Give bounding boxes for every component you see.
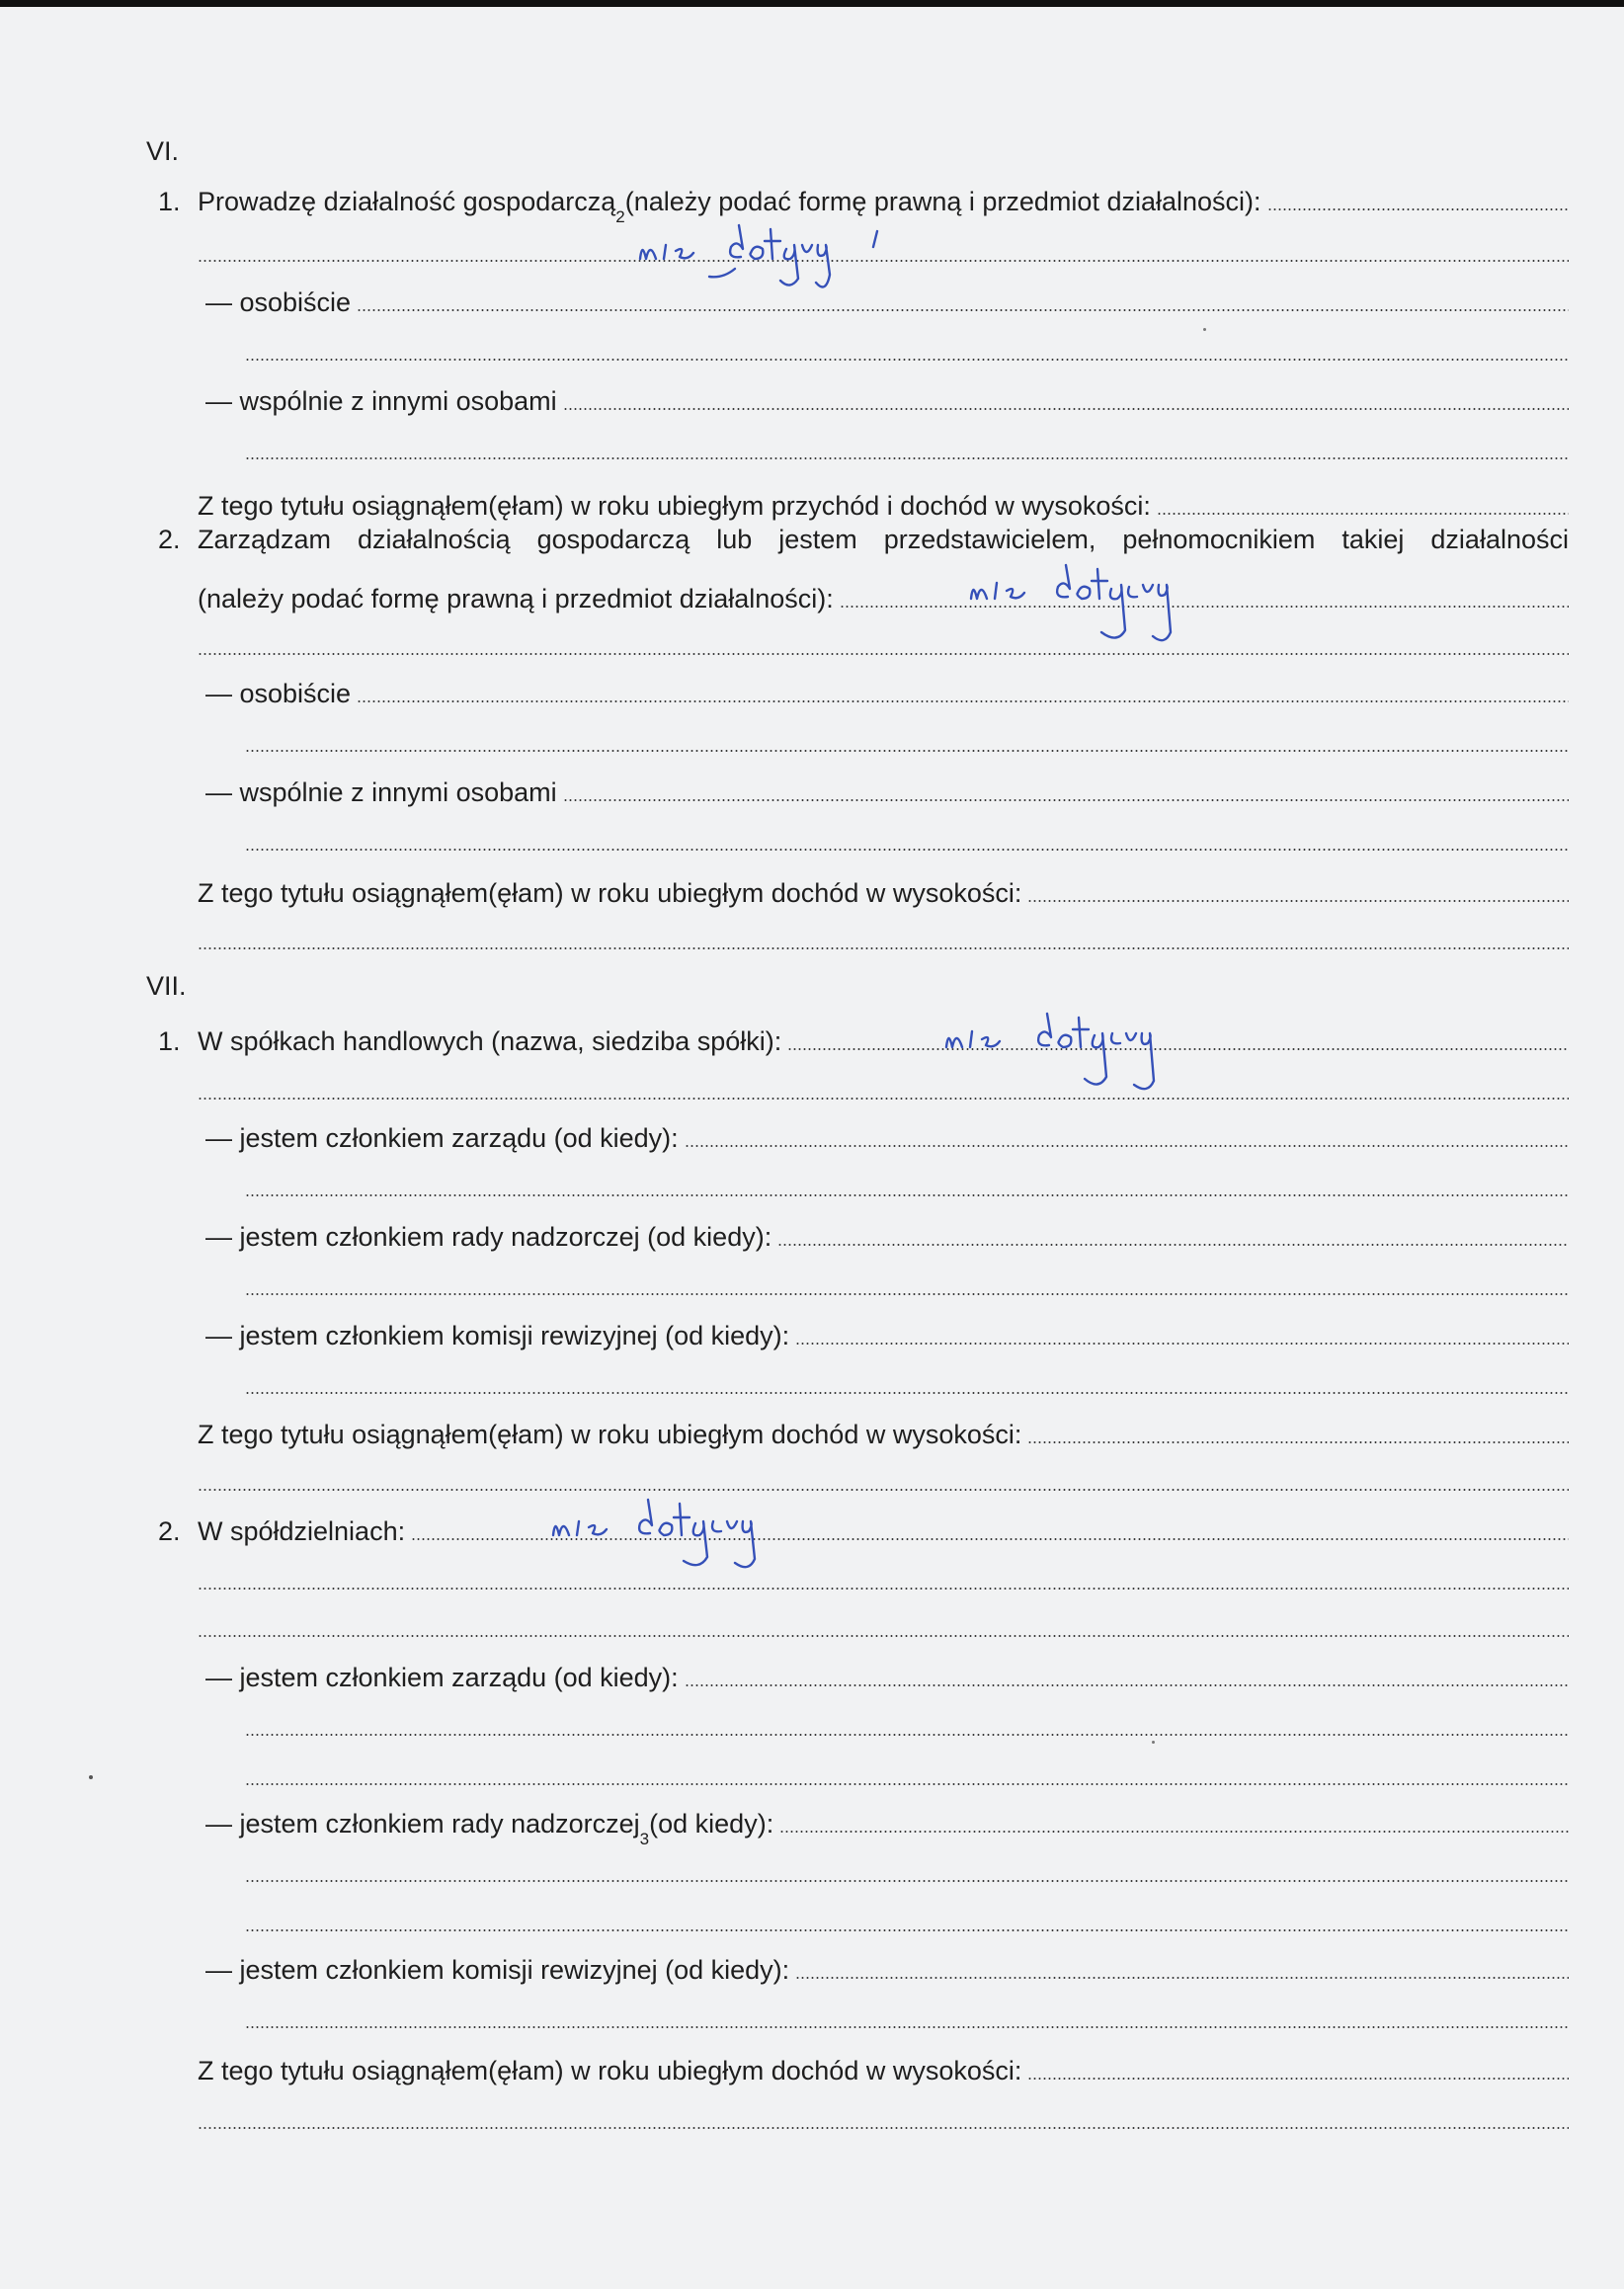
sec6-item2-joint-row — [205, 769, 1569, 808]
scan-speck — [89, 1775, 93, 1779]
sec6-item1-joint-continuation[interactable] — [245, 427, 1569, 466]
sec7-item2-income-label: Z tego tytułu osiągnąłem(ęłam) w roku ubiegłym dochód w wysokości: — [198, 2056, 1022, 2085]
sec6-item2-label-line1: Zarządzam działalnością gospodarczą lub jestem przedstawicielem, pełnomocnikiem takiej działalności — [198, 525, 1569, 554]
sec7-item2-board-continuation-1[interactable] — [245, 1703, 1569, 1743]
sec6-item2-joint-label: — wspólnie z innymi osobami — [205, 777, 557, 807]
sec6-item2-number: 2. — [158, 525, 181, 554]
sec6-item1-number: 1. — [158, 187, 181, 216]
sec7-item1-audit-row — [205, 1312, 1569, 1351]
sec7-item2-board-fill[interactable] — [685, 1684, 1569, 1686]
sec7-item2-income-row — [198, 2047, 1569, 2086]
sec7-item2-income-continuation[interactable] — [198, 2096, 1569, 2136]
sec7-item1-board-label: — jestem członkiem zarządu (od kiedy): — [205, 1123, 679, 1153]
sec6-item2-row1 — [158, 524, 1569, 563]
sec6-item1-row: 1. Prowadzę działalność gospodarczą 2 (należy podać formę prawną i przedmiot działalności): — [158, 178, 1569, 217]
sec6-item1-joint-fill[interactable] — [563, 408, 1569, 410]
sec7-item2-supervisory-row: — jestem członkiem rady nadzorczej 3 (od kiedy): — [205, 1800, 1569, 1839]
section-vii-title: VII. — [146, 971, 187, 1001]
sec6-item1-income-label: Z tego tytułu osiągnąłem(ęłam) w roku ubiegłym przychód i dochód w wysokości: — [198, 491, 1151, 521]
sec7-item1-board-row — [205, 1114, 1569, 1154]
sec6-item2-income-continuation[interactable] — [198, 917, 1569, 956]
sec6-item1-personal-label: — osobiście — [205, 287, 352, 317]
sec7-item2-audit-fill[interactable] — [795, 1977, 1569, 1979]
sec6-item1-label: Prowadzę działalność gospodarczą — [198, 187, 616, 216]
sec7-item1-audit-fill[interactable] — [795, 1343, 1569, 1345]
sec7-item2-number: 2. — [158, 1516, 181, 1546]
sec7-item2-label: W spółdzielniach: — [198, 1516, 406, 1546]
scan-speck — [1152, 1741, 1155, 1744]
sec7-item1-row — [158, 1018, 1569, 1057]
sec7-item2-supervisory-label: — jestem członkiem rady nadzorczej — [205, 1809, 640, 1839]
sec7-item2-supervisory-fill[interactable] — [779, 1831, 1569, 1833]
sec7-item2-audit-row — [205, 1946, 1569, 1986]
sec6-item2-personal-fill[interactable] — [357, 700, 1569, 702]
sec7-item2-supervisory-continuation-2[interactable] — [245, 1899, 1569, 1938]
sec7-item2-continuation-line-2[interactable] — [198, 1604, 1569, 1644]
sec6-item2-row2 — [198, 575, 1569, 614]
sec7-item1-number: 1. — [158, 1026, 181, 1056]
sec7-item1-income-label: Z tego tytułu osiągnąłem(ęłam) w roku ubiegłym dochód w wysokości: — [198, 1420, 1022, 1449]
scan-speck — [1203, 328, 1206, 331]
sec6-item1-joint-row — [205, 377, 1569, 417]
sec6-item2-income-row — [198, 869, 1569, 909]
sec7-item1-supervisory-row — [205, 1213, 1569, 1253]
sec6-item2-joint-continuation[interactable] — [245, 818, 1569, 858]
section-vi-title: VI. — [146, 136, 180, 166]
sec7-item1-supervisory-fill[interactable] — [777, 1244, 1569, 1246]
sec7-item1-continuation-line[interactable] — [198, 1067, 1569, 1106]
sec7-item1-income-fill[interactable] — [1027, 1441, 1569, 1443]
sec7-item2-supervisory-label-rest: (od kiedy): — [649, 1809, 774, 1839]
sec7-item2-row — [158, 1508, 1569, 1547]
sec6-item2-personal-row — [205, 670, 1569, 709]
sec6-item2-personal-continuation[interactable] — [245, 719, 1569, 759]
sec7-item2-audit-label: — jestem członkiem komisji rewizyjnej (od kiedy): — [205, 1955, 790, 1985]
handwritten-nie-dotyczy-3 — [938, 1006, 1195, 1104]
sec6-item2-continuation-line[interactable] — [198, 622, 1569, 662]
sec7-item1-board-fill[interactable] — [685, 1145, 1569, 1147]
sec6-item1-fill-line[interactable] — [1267, 208, 1569, 210]
sec7-item2-continuation-line-1[interactable] — [198, 1557, 1569, 1596]
sec7-item1-board-continuation[interactable] — [245, 1164, 1569, 1203]
sec7-item1-income-continuation[interactable] — [198, 1458, 1569, 1498]
sec6-item1-income-row — [198, 482, 1569, 522]
sec7-item1-label: W spółkach handlowych (nazwa, siedziba spółki): — [198, 1026, 782, 1056]
sec6-item2-income-label: Z tego tytułu osiągnąłem(ęłam) w roku ubiegłym dochód w wysokości: — [198, 878, 1022, 908]
sec6-item1-label-rest: (należy podać formę prawną i przedmiot działalności): — [624, 187, 1261, 216]
sec7-item2-board-row — [205, 1654, 1569, 1693]
sec6-item2-joint-fill[interactable] — [563, 799, 1569, 801]
sec7-item1-audit-label: — jestem członkiem komisji rewizyjnej (od kiedy): — [205, 1321, 790, 1350]
handwritten-nie-dotyczy-4 — [545, 1494, 792, 1583]
sec6-item1-income-fill[interactable] — [1157, 513, 1569, 515]
sec6-item2-personal-label: — osobiście — [205, 679, 352, 708]
sec6-item2-label-line2: (należy podać formę prawną i przedmiot działalności): — [198, 584, 834, 613]
sec7-item2-board-label: — jestem członkiem zarządu (od kiedy): — [205, 1663, 679, 1692]
sec7-item2-supervisory-continuation-1[interactable] — [245, 1849, 1569, 1889]
sec7-item1-supervisory-label: — jestem członkiem rady nadzorczej (od kiedy): — [205, 1222, 772, 1252]
sec6-item1-joint-label: — wspólnie z innymi osobami — [205, 386, 557, 416]
sec6-item1-personal-fill[interactable] — [357, 309, 1569, 311]
sec7-item2-income-fill[interactable] — [1027, 2078, 1569, 2080]
handwritten-nie-dotyczy-2 — [963, 561, 1220, 660]
sec7-item2-board-continuation-2[interactable] — [245, 1753, 1569, 1792]
sec7-item1-supervisory-continuation[interactable] — [245, 1263, 1569, 1302]
sec7-item2-audit-continuation[interactable] — [245, 1996, 1569, 2035]
sec6-item2-income-fill[interactable] — [1027, 900, 1569, 902]
sec7-item1-income-row — [198, 1411, 1569, 1450]
sec6-item1-personal-continuation[interactable] — [245, 328, 1569, 368]
handwritten-nie-dotyczy-1 — [632, 219, 889, 308]
sec7-item1-audit-continuation[interactable] — [245, 1361, 1569, 1401]
